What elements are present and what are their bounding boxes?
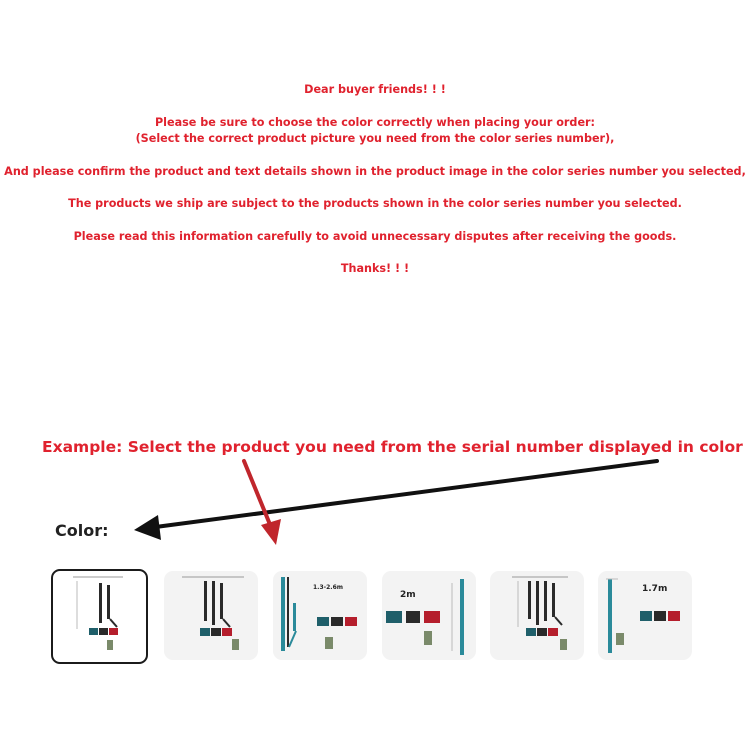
- color-label: Color:: [55, 521, 109, 540]
- notice-select-picture: (Select the correct product picture you need from the color series number),: [135, 132, 615, 145]
- color-option-4[interactable]: [382, 571, 476, 660]
- product-thumbnail-4: [382, 571, 476, 660]
- notice-confirm-details: And please confirm the product and text details shown in the product image in the color series number you selected,: [4, 164, 746, 178]
- black-arrow-head: [134, 515, 161, 540]
- red-arrow-head: [261, 519, 281, 545]
- product-thumbnail-2: [164, 571, 258, 660]
- product-thumbnail-6: [598, 571, 692, 660]
- example-instruction: Example: Select the product you need from the serial number displayed in color: [42, 438, 743, 456]
- color-option-3[interactable]: [273, 571, 367, 660]
- notice-shipping-policy: The products we ship are subject to the products shown in the color series number you selected.: [68, 197, 682, 210]
- product-thumbnail-3: [273, 571, 367, 660]
- color-option-1[interactable]: [51, 569, 148, 664]
- length-tag-4: 2m: [400, 590, 416, 600]
- color-option-2[interactable]: [164, 571, 258, 660]
- product-thumbnail-1: [53, 571, 146, 662]
- black-arrow-line: [148, 461, 657, 528]
- product-thumbnail-5: [490, 571, 584, 660]
- color-option-6[interactable]: [598, 571, 692, 660]
- red-arrow-line: [244, 461, 271, 527]
- notice-choose-color: Please be sure to choose the color correctly when placing your order:: [154, 115, 596, 129]
- color-option-5[interactable]: [490, 571, 584, 660]
- buyer-notice: [0, 82, 750, 278]
- length-tag-3: 1.3-2.6m: [313, 584, 343, 591]
- notice-thanks: Thanks! ! !: [340, 262, 410, 275]
- notice-greeting: Dear buyer friends! ! !: [304, 83, 446, 96]
- notice-read-carefully: Please read this information carefully to avoid unnecessary disputes after receiving the goods.: [73, 229, 677, 243]
- length-tag-6: 1.7m: [642, 584, 668, 594]
